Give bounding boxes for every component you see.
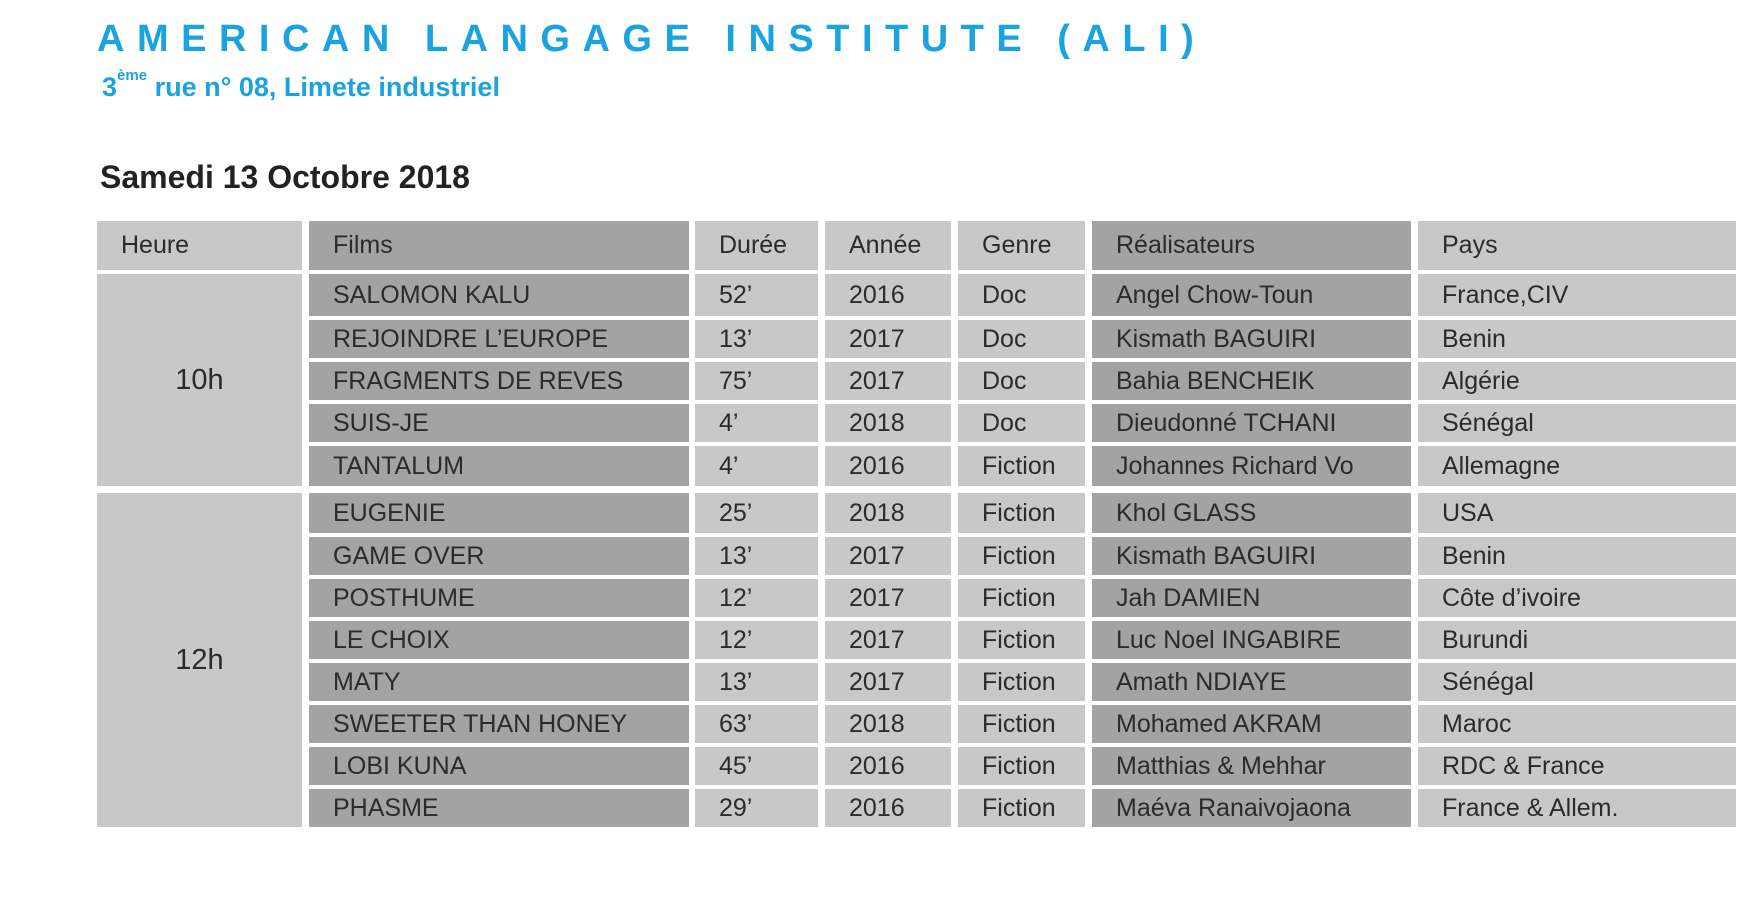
cell-film: SWEETER THAN HONEY — [309, 705, 689, 743]
cell-realisateur: Mohamed AKRAM — [1092, 705, 1411, 743]
cell-genre: Doc — [958, 404, 1085, 442]
cell-pays: Burundi — [1418, 621, 1736, 659]
cell-realisateur: Kismath BAGUIRI — [1092, 537, 1411, 575]
cell-genre: Fiction — [958, 493, 1085, 533]
schedule-table — [97, 221, 1736, 888]
cell-film: REJOINDRE L’EUROPE — [309, 320, 689, 358]
cell-genre: Doc — [958, 362, 1085, 400]
cell-annee: 2017 — [825, 362, 951, 400]
cell-realisateur: Amath NDIAYE — [1092, 663, 1411, 701]
cell-film: POSTHUME — [309, 579, 689, 617]
cell-film: LOBI KUNA — [309, 747, 689, 785]
cell-duree: 13’ — [695, 320, 818, 358]
cell-annee: 2016 — [825, 446, 951, 486]
cell-genre: Doc — [958, 320, 1085, 358]
cell-pays: RDC & France — [1418, 747, 1736, 785]
column-header-film: Films — [309, 221, 689, 270]
cell-duree: 13’ — [695, 663, 818, 701]
cell-realisateur: Luc Noel INGABIRE — [1092, 621, 1411, 659]
schedule-date: Samedi 13 Octobre 2018 — [100, 159, 470, 195]
cell-realisateur: Matthias & Mehhar — [1092, 747, 1411, 785]
cell-genre: Fiction — [958, 789, 1085, 827]
cell-duree: 75’ — [695, 362, 818, 400]
cell-pays: Sénégal — [1418, 404, 1736, 442]
cell-pays: Sénégal — [1418, 663, 1736, 701]
cell-realisateur: Kismath BAGUIRI — [1092, 320, 1411, 358]
cell-duree: 4’ — [695, 446, 818, 486]
cell-duree: 52’ — [695, 274, 818, 316]
hour-cell: 10h — [97, 274, 302, 486]
cell-pays: Côte d’ivoire — [1418, 579, 1736, 617]
cell-annee: 2018 — [825, 404, 951, 442]
cell-duree: 29’ — [695, 789, 818, 827]
address-number: 3 — [102, 72, 118, 102]
institute-title: AMERICAN LANGAGE INSTITUTE (ALI) — [97, 18, 1207, 60]
cell-genre: Fiction — [958, 705, 1085, 743]
cell-duree: 63’ — [695, 705, 818, 743]
cell-film: MATY — [309, 663, 689, 701]
cell-film: FRAGMENTS DE REVES — [309, 362, 689, 400]
cell-pays: USA — [1418, 493, 1736, 533]
cell-duree: 25’ — [695, 493, 818, 533]
column-header-annee: Année — [825, 221, 951, 270]
cell-film: SUIS-JE — [309, 404, 689, 442]
cell-realisateur: Angel Chow-Toun — [1092, 274, 1411, 316]
cell-realisateur: Bahia BENCHEIK — [1092, 362, 1411, 400]
cell-annee: 2016 — [825, 789, 951, 827]
column-header-heure: Heure — [97, 221, 302, 270]
cell-realisateur: Khol GLASS — [1092, 493, 1411, 533]
cell-genre: Fiction — [958, 747, 1085, 785]
cell-genre: Doc — [958, 274, 1085, 316]
cell-film: PHASME — [309, 789, 689, 827]
cell-genre: Fiction — [958, 663, 1085, 701]
column-header-realisateur: Réalisateurs — [1092, 221, 1411, 270]
hour-cell: 12h — [97, 493, 302, 827]
cell-annee: 2017 — [825, 663, 951, 701]
cell-pays: Benin — [1418, 320, 1736, 358]
cell-annee: 2016 — [825, 274, 951, 316]
cell-genre: Fiction — [958, 579, 1085, 617]
column-header-pays: Pays — [1418, 221, 1736, 270]
cell-pays: Algérie — [1418, 362, 1736, 400]
cell-realisateur: Jah DAMIEN — [1092, 579, 1411, 617]
cell-annee: 2017 — [825, 579, 951, 617]
cell-realisateur: Dieudonné TCHANI — [1092, 404, 1411, 442]
cell-annee: 2017 — [825, 537, 951, 575]
cell-pays: Maroc — [1418, 705, 1736, 743]
cell-film: EUGENIE — [309, 493, 689, 533]
cell-realisateur: Johannes Richard Vo — [1092, 446, 1411, 486]
cell-film: LE CHOIX — [309, 621, 689, 659]
institute-address — [102, 67, 500, 103]
cell-pays: Allemagne — [1418, 446, 1736, 486]
cell-annee: 2018 — [825, 493, 951, 533]
cell-film: SALOMON KALU — [309, 274, 689, 316]
column-header-duree: Durée — [695, 221, 818, 270]
cell-duree: 12’ — [695, 579, 818, 617]
cell-genre: Fiction — [958, 446, 1085, 486]
column-header-genre: Genre — [958, 221, 1085, 270]
cell-pays: France,CIV — [1418, 274, 1736, 316]
cell-duree: 45’ — [695, 747, 818, 785]
cell-film: GAME OVER — [309, 537, 689, 575]
cell-duree: 13’ — [695, 537, 818, 575]
address-superscript: ème — [117, 67, 148, 84]
cell-film: TANTALUM — [309, 446, 689, 486]
cell-genre: Fiction — [958, 621, 1085, 659]
cell-annee: 2016 — [825, 747, 951, 785]
cell-duree: 4’ — [695, 404, 818, 442]
cell-pays: Benin — [1418, 537, 1736, 575]
cell-realisateur: Maéva Ranaivojaona — [1092, 789, 1411, 827]
address-street: rue n° 08, Limete industriel — [147, 72, 500, 102]
cell-annee: 2018 — [825, 705, 951, 743]
cell-annee: 2017 — [825, 621, 951, 659]
cell-duree: 12’ — [695, 621, 818, 659]
cell-genre: Fiction — [958, 537, 1085, 575]
cell-pays: France & Allem. — [1418, 789, 1736, 827]
cell-annee: 2017 — [825, 320, 951, 358]
